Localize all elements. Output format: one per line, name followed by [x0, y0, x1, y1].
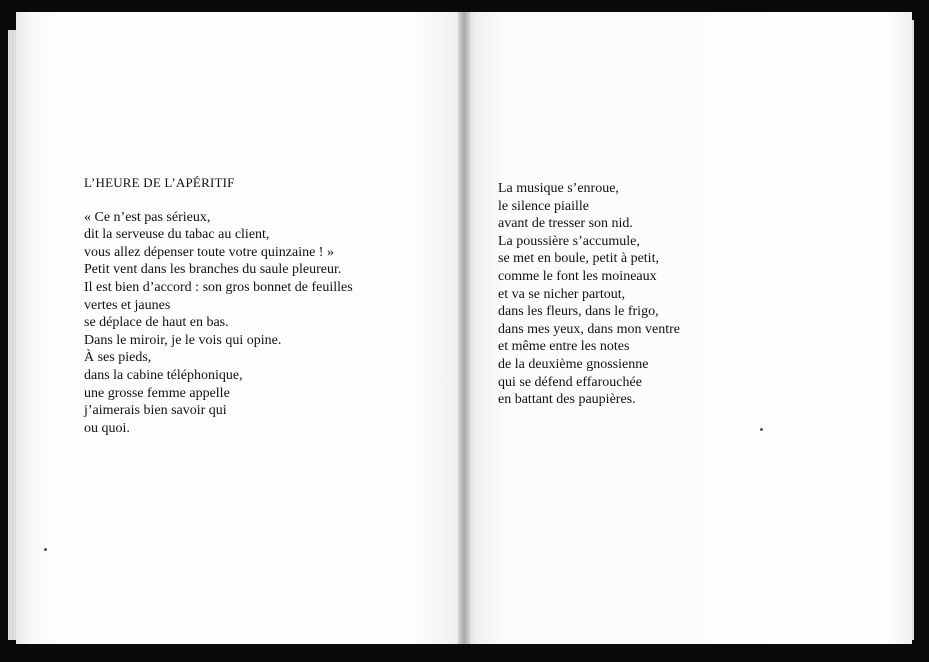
poem-line: Il est bien d’accord : son gros bonnet de feuilles — [84, 279, 353, 295]
poem-line: vous allez dépenser toute votre quinzaine ! » — [84, 244, 334, 260]
poem-line: le silence piaille — [498, 198, 589, 214]
poem-title: L’HEURE DE L’APÉRITIF — [84, 175, 235, 190]
poem-line: dans la cabine téléphonique, — [84, 367, 243, 383]
poem-line: dans les fleurs, dans le frigo, — [498, 304, 659, 320]
book-gutter — [458, 12, 470, 644]
poem-line: ou quoi. — [84, 420, 130, 436]
left-page-poem — [84, 174, 353, 437]
poem-line: dit la serveuse du tabac au client, — [84, 227, 270, 243]
poem-line: dans mes yeux, dans mon ventre — [498, 321, 680, 337]
poem-line: À ses pieds, — [84, 350, 152, 366]
poem-line: Dans le miroir, je le vois qui opine. — [84, 332, 282, 348]
poem-line: avant de tresser son nid. — [498, 216, 633, 232]
poem-line: et va se nicher partout, — [498, 286, 626, 302]
poem-line: de la deuxième gnossienne — [498, 356, 649, 372]
poem-line: une grosse femme appelle — [84, 385, 230, 401]
dust-speck — [760, 428, 763, 431]
poem-line: « Ce n’est pas sérieux, — [84, 209, 211, 225]
poem-line: et même entre les notes — [498, 339, 630, 355]
poem-line: en battant des paupières. — [498, 392, 636, 408]
dust-speck — [44, 548, 47, 551]
poem-line: La musique s’enroue, — [498, 181, 619, 196]
poem-line: Petit vent dans les branches du saule pleureur. — [84, 262, 342, 278]
right-page-poem — [498, 180, 680, 409]
poem-line: qui se défend effarouchée — [498, 374, 642, 390]
poem-line: se met en boule, petit à petit, — [498, 251, 659, 267]
poem-line: comme le font les moineaux — [498, 268, 657, 284]
poem-line: se déplace de haut en bas. — [84, 315, 229, 331]
poem-line: j’aimerais bien savoir qui — [84, 403, 227, 419]
poem-line: La poussière s’accumule, — [498, 233, 640, 249]
poem-line: vertes et jaunes — [84, 297, 171, 313]
